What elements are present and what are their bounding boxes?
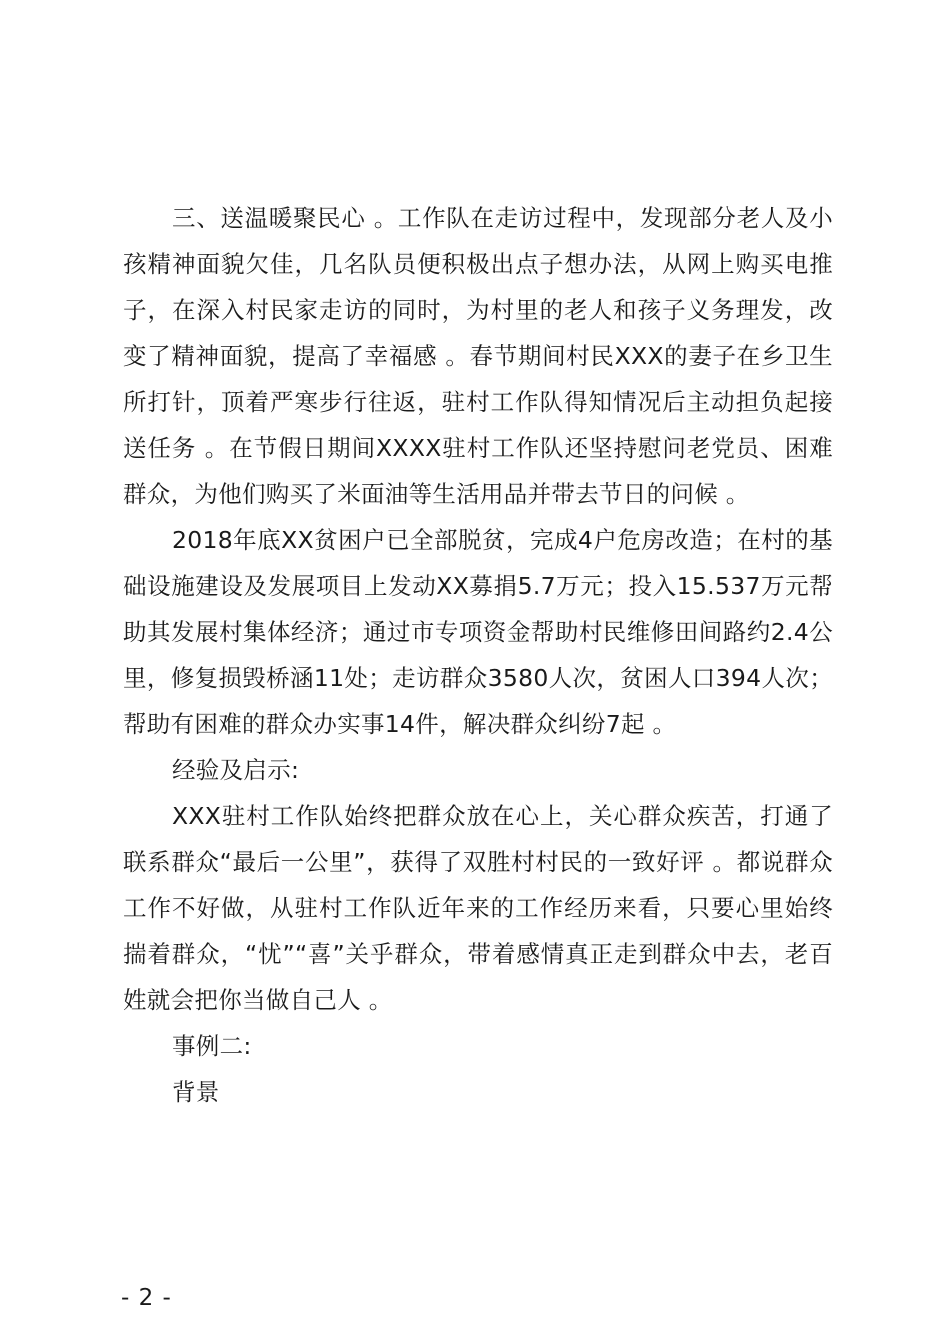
page-number: - 2 - [121, 1285, 172, 1311]
document-body [123, 195, 833, 1115]
heading-case-two: 事例二: [172, 1032, 252, 1060]
paragraph-experience: XXX驻村工作队始终把群众放在心上，关心群众疾苦，打通了联系群众“最后一公里”，获得了双胜村村民的一致好评 。都说群众工作不好做，从驻村工作队近年来的工作经历来看，只要心里始终揣着群众，“忧”“喜”关乎群众，带着感情真正走到群众中去，老百姓就会把你当做自己人 。 [123, 802, 833, 1014]
paragraph-achievements-2018: 2018年底XX贫困户已全部脱贫，完成4户危房改造；在村的基础设施建设及发展项目上发动XX募捐5.7万元；投入15.537万元帮助其发展村集体经济；通过市专项资金帮助村民维修田间路约2.4公里，修复损毁桥涵11处；走访群众3580人次，贫困人口394人次；帮助有困难的群众办实事14件，解决群众纠纷7起 。 [123, 526, 833, 738]
heading-experience: 经验及启示: [172, 756, 300, 784]
paragraph-warmth-activities: 三、送温暖聚民心 。工作队在走访过程中，发现部分老人及小孩精神面貌欠佳，几名队员便积极出点子想办法，从网上购买电推子，在深入村民家走访的同时，为村里的老人和孩子义务理发，改变了精神面貌，提高了幸福感 。春节期间村民XXX的妻子在乡卫生所打针，顶着严寒步行往返，驻村工作队得知情况后主动担负起接送任务 。在节假日期间XXXX驻村工作队还坚持慰问老党员、困难群众，为他们购买了米面油等生活用品并带去节日的问候 。 [123, 204, 833, 508]
heading-background: 背景 [172, 1078, 220, 1106]
